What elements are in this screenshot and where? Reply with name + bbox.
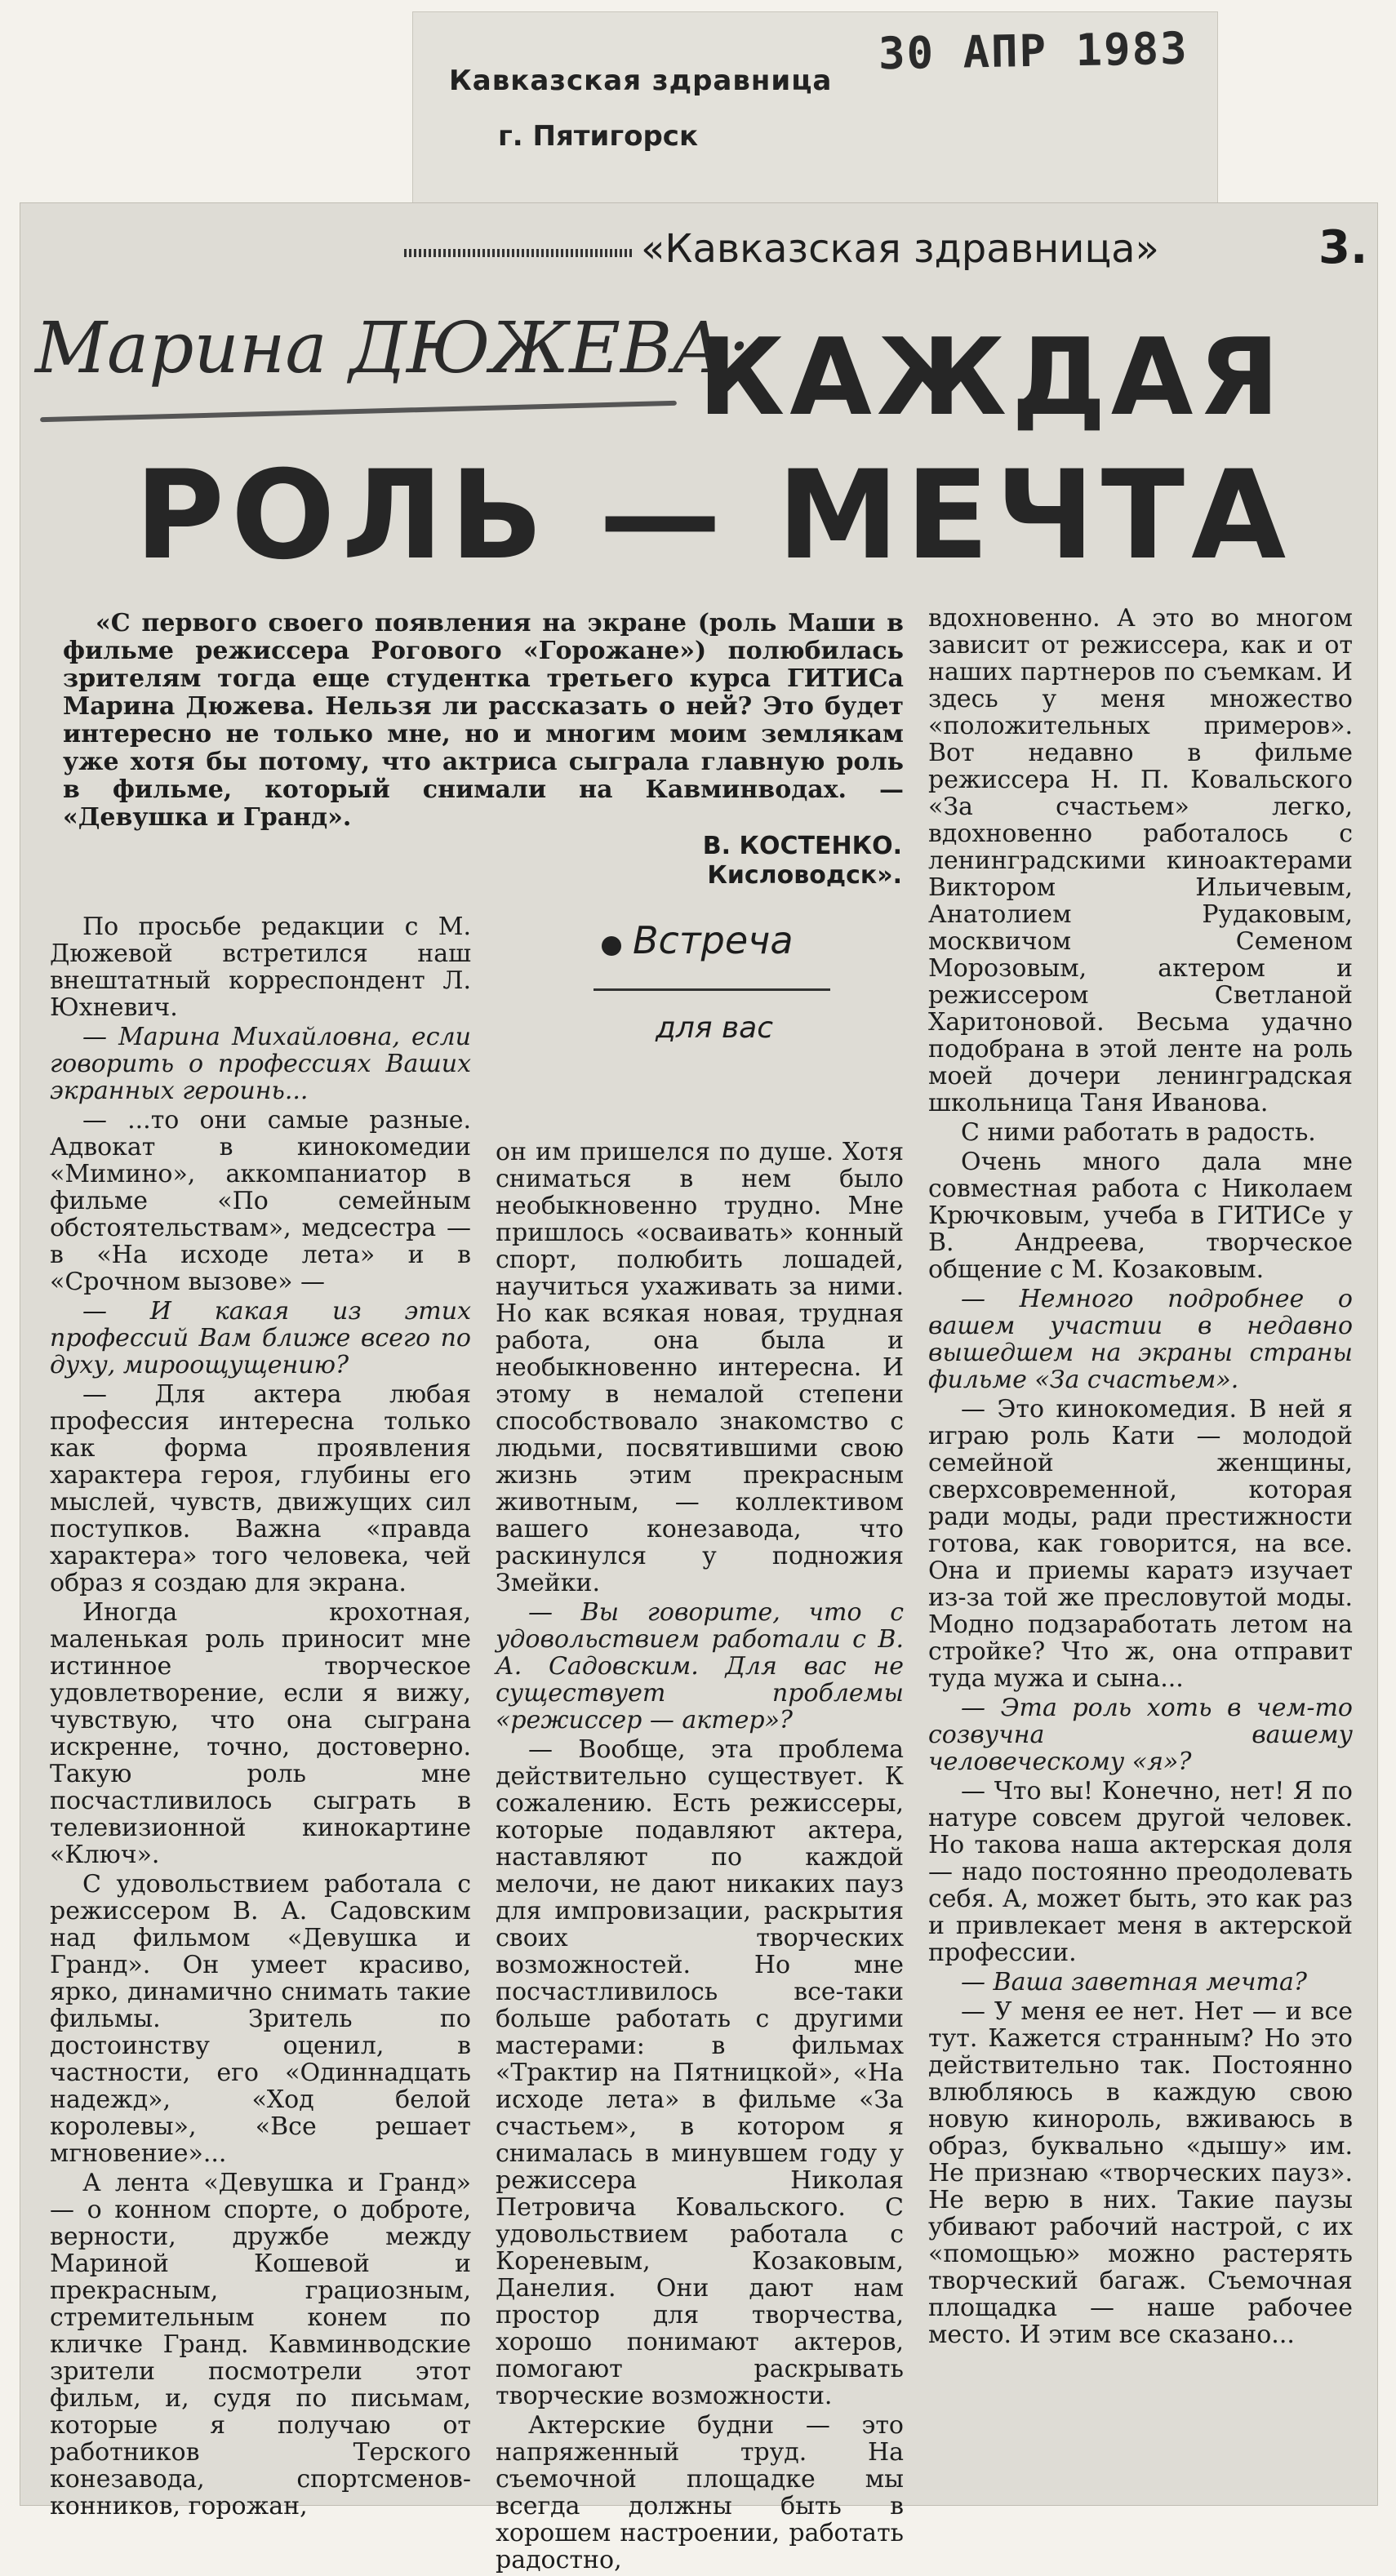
interview-question: — Ваша заветная мечта?: [961, 1968, 1307, 1996]
letter-author: В. КОСТЕНКО.: [702, 832, 902, 860]
reader-letter-text: «С первого своего появления на экране (роль Маши в фильме режиссера Рогового «Горожане») полюбилась зрителям тогда еще студентка третьего курса ГИТИСа Марина Дюжева. Нельзя ли рассказать о ней? Это будет интересно не только мне, но и многим моим землякам уже хотя бы потому, что актриса сыграла главную роль в фильме, который снимали на Кавминводах. — «Девушка и Гранд».: [63, 609, 904, 832]
page-header: [404, 221, 1367, 278]
article-paragraph: С ними работать в радость.: [961, 1118, 1316, 1147]
article-paragraph: По просьбе редакции с М. Дюжевой встретился наш внештатный корреспондент Л. Юхневич.: [50, 913, 471, 1022]
newspaper-clipping: [20, 202, 1378, 2574]
interview-question: — Марина Михайловна, если говорить о профессиях Ваших экранных героинь...: [50, 1023, 471, 1105]
interview-question: — Вы говорите, что с удовольствием работали с В. А. Садовским. Для вас не существует проблемы «режиссер — актер»?: [496, 1598, 904, 1734]
letter-place: Кисловодск».: [707, 861, 902, 890]
rubric-rule: [594, 988, 830, 991]
rubric-title: Встреча: [633, 918, 794, 962]
article-paragraph: — Что вы! Конечно, нет! Я по натуре совсем другой человек. Но такова наша актерская доля — надо постоянно преодолевать себя. А, может быть, это как раз и привлекает меня в актерской профессии.: [928, 1777, 1353, 1967]
article-paragraph: Очень много дала мне совместная работа с Николаем Крючковым, учеба в ГИТИСе у В. Андреева, творческое общение с М. Козаковым.: [928, 1148, 1353, 1284]
article-paragraph: — Это кинокомедия. В ней я играю роль Кати — молодой семейной женщины, сверхсовременной, которая ради моды, ради престижности готова, как говорится, на все. Она и приемы каратэ изучает из-за той же пресловутой моды. Модно подзаработать летом на стройке? Что ж, она отправит туда мужа и сына...: [928, 1395, 1353, 1693]
headline-name: Марина ДЮЖЕВА:: [35, 308, 749, 389]
rubric-subtitle: для вас: [655, 1011, 774, 1045]
article-paragraph: — ...то они самые разные. Адвокат в кинокомедии «Мимино», аккомпаниатор в фильме «По семейным обстоятельствам», медсестра — в «На исходе лета» и в «Срочном вызове» —: [50, 1106, 471, 1296]
article-paragraph: — Вообще, эта проблема действительно существует. К сожалению. Есть режиссеры, которые подавляют актера, наставляют по каждой мелочи, не дают никаких пауз для импровизации, раскрытия своих творческих возможностей. Но мне посчастливилось все-таки больше работать с другими мастерами: в фильмах «Трактир на Пятницкой», «На исходе лета» в фильме «За счастьем», в котором я снималась в минувшем году у режиссера Николая Петровича Ковальского. С удовольствием работала с Кореневым, Козаковым, Данелия. Они дают нам простор для творчества, хорошо понимают актеров, помогают раскрывать творческие возможности.: [496, 1735, 904, 2410]
article-paragraph: вдохновенно. А это во многом зависит от режиссера, как и от наших партнеров по съемкам. И здесь у меня множество «положительных примеров». Вот недавно в фильме режиссера Н. П. Ковальского «За счастьем» легко, вдохновенно работалось с ленинградскими киноактерами Виктором Ильичевым, Анатолием Рудаковым, москвичом Семеном Морозовым, актером и режиссером Светланой Харитоновой. Весьма удачно подобрана в этой ленте на роль моей дочери ленинградская школьница Таня Иванова.: [928, 604, 1353, 1117]
headline-line-2: РОЛЬ — МЕЧТА: [135, 445, 1293, 587]
stamp-date: 30 АПР 1983: [878, 22, 1189, 80]
interview-question: — И какая из этих профессий Вам ближе всего по духу, мироощущению?: [50, 1297, 471, 1379]
stamp-city: г. Пятигорск: [498, 120, 699, 153]
header-page-number: 3.: [1318, 221, 1368, 274]
interview-question: — Эта роль хоть в чем-то созвучна вашему человеческому «я»?: [928, 1694, 1353, 1776]
article-paragraph: он им пришелся по душе. Хотя сниматься в нем было необыкновенно трудно. Мне пришлось «осваивать» конный спорт, полюбить лошадей, научиться ухаживать за ними. Но как всякая новая, трудная работа, она была и необыкновенно интересна. И этому в немалой степени способствовало знакомство с людьми, посвятившими свою жизнь этим прекрасным животным, — коллективом вашего конезавода, что раскинулся у подножия Змейки.: [496, 1138, 904, 1597]
article-paragraph: — У меня ее нет. Нет — и все тут. Кажется странным? Но это действительно так. Постоянно влюбляюсь в каждую свою новую кинороль, вживаюсь в образ, буквально «дышу» им. Не признаю «творческих пауз». Не верю в них. Такие паузы убивают рабочий настрой, с их «помощью» можно растерять творческий багаж. Съемочная площадка — наше рабочее место. И этим все сказано...: [928, 1997, 1353, 2349]
article-paragraph: Актерские будни — это напряженный труд. На съемочной площадке мы всегда должны быть в хорошем настроении, работать радостно,: [496, 2411, 904, 2574]
article-column-2: [496, 1139, 904, 2576]
stamp-paper-name: Кавказская здравница: [449, 64, 833, 97]
newspaper-stamp: [412, 11, 1218, 217]
rubric-bullet-icon: [602, 936, 621, 956]
article-paragraph: — Для актера любая профессия интересна только как форма проявления характера героя, глубины его мыслей, чувств, движущих сил поступков. Важна «правда характера» того человека, чей образ я создаю для экрана.: [50, 1380, 471, 1597]
header-newspaper-title: «Кавказская здравница»: [641, 226, 1159, 272]
article-paragraph: А лента «Девушка и Гранд» — о конном спорте, о доброте, верности, дружбе между Мариной Кошевой и прекрасным, грациозным, стремительным конем по кличке Гранд. Кавминводские зрители посмотрели этот фильм, и, судя по письмам, которые я получаю от работников Терского конезавода, спортсменов-конников, горожан,: [50, 2169, 471, 2520]
article-column-3: [928, 605, 1353, 2351]
reader-letter-signature: [429, 832, 902, 890]
article-paragraph: С удовольствием работала с режиссером В. А. Садовским над фильмом «Девушка и Гранд». Он умеет красиво, ярко, динамично снимать такие фильмы. Зритель по достоинству оценил, в частности, его «Одиннадцать надежд», «Ход белой королевы», «Все решает мгновение»...: [50, 1870, 471, 2168]
header-decorative-rule: [404, 249, 633, 257]
headline-line-1: КАЖДАЯ: [698, 315, 1285, 439]
article-paragraph: Иногда крохотная, маленькая роль приносит мне истинное творческое удовлетворение, если я вижу, чувствую, что она сыграна искренне, точно, достоверно. Такую роль мне посчастливилось сыграть в телевизионной кинокартине «Ключ».: [50, 1598, 471, 1869]
section-rubric: [576, 910, 845, 1073]
article-column-1: [50, 913, 471, 2522]
headline-underline: [40, 401, 677, 422]
reader-letter: [63, 610, 904, 832]
interview-question: — Немного подробнее о вашем участии в недавно вышедшем на экраны страны фильме «За счастьем».: [928, 1285, 1353, 1394]
